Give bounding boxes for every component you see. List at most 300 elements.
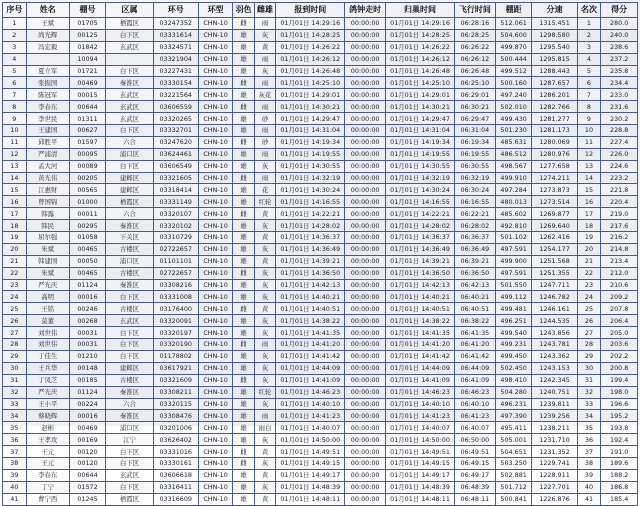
table-cell: 4 — [577, 53, 601, 65]
table-cell: CHN-10 — [198, 220, 232, 232]
table-cell: 1254.177 — [532, 243, 577, 255]
table-cell: 205.0 — [601, 327, 638, 339]
table-cell: 498.410 — [495, 374, 532, 386]
table-cell: 03320265 — [153, 113, 198, 125]
table-row — [3, 220, 638, 232]
table-cell: 240.0 — [601, 29, 638, 41]
table-cell: 5 — [3, 65, 27, 77]
header-cell: 羽色 — [233, 3, 255, 18]
table-row — [3, 422, 638, 434]
table-cell: 41 — [577, 493, 601, 505]
table-cell: 1239.811 — [532, 398, 577, 410]
table-cell: 234.4 — [601, 77, 638, 89]
table-cell: CHN-10 — [198, 125, 232, 137]
table-cell: 灰 — [254, 457, 276, 469]
table-cell: 03320107 — [153, 208, 198, 220]
table-cell: 雄 — [233, 434, 255, 446]
table-cell: CHN-10 — [198, 148, 232, 160]
table-cell: 06:30:24 — [454, 184, 495, 196]
table-cell: 00:00:00 — [345, 457, 386, 469]
table-cell: 雨 — [254, 148, 276, 160]
table-cell: CHN-10 — [198, 255, 232, 267]
table-cell: 00148 — [69, 362, 106, 374]
table-cell: 白下区 — [106, 65, 153, 77]
table-cell: 00:00:00 — [345, 243, 386, 255]
table-cell: 00:00:00 — [345, 136, 386, 148]
table-cell: 02722657 — [153, 267, 198, 279]
table-cell: 15 — [577, 184, 601, 196]
table-cell: 雄 — [233, 315, 255, 327]
name-cell: 丁宁 — [26, 481, 69, 493]
name-cell: 李世民 — [26, 113, 69, 125]
table-cell: 13 — [3, 160, 27, 172]
table-cell: 01月01日 14:49:51 — [276, 446, 345, 458]
table-cell: 06:50:00 — [454, 434, 495, 446]
table-cell: 6 — [3, 77, 27, 89]
table-row — [3, 125, 638, 137]
table-cell: 03330154 — [153, 77, 198, 89]
table-cell: 7 — [3, 89, 27, 101]
table-cell: 01月01日 14:41:35 — [276, 327, 345, 339]
table-cell: 00:00:00 — [345, 339, 386, 351]
table-cell: 233.0 — [601, 89, 638, 101]
table-cell: 06:19:55 — [454, 148, 495, 160]
table-cell: 06:39:21 — [454, 255, 495, 267]
header-cell: 姓名 — [26, 3, 69, 18]
table-cell: 秦淮区 — [106, 279, 153, 291]
table-cell: 32 — [3, 386, 27, 398]
table-cell: 01月01日 14:16:55 — [276, 196, 345, 208]
table-cell: 雌 — [233, 18, 255, 30]
table-cell: CHN-10 — [198, 41, 232, 53]
table-cell: 六合 — [106, 398, 153, 410]
table-cell: 500.444 — [495, 53, 532, 65]
header-cell: 分速 — [532, 3, 577, 18]
table-cell: 31 — [577, 374, 601, 386]
table-cell: 1231.352 — [532, 446, 577, 458]
table-cell: 雄 — [233, 220, 255, 232]
table-cell: 01月01日 14:41:35 — [386, 327, 455, 339]
table-cell: 00:00:00 — [345, 422, 386, 434]
results-body — [3, 18, 638, 506]
table-cell: CHN-10 — [198, 374, 232, 386]
table-cell: CHN-10 — [198, 18, 232, 30]
table-cell: 灰 — [254, 350, 276, 362]
table-cell: 01月01日 14:30:24 — [276, 184, 345, 196]
table-cell: 26 — [577, 315, 601, 327]
table-cell: 9 — [577, 113, 601, 125]
table-cell: 1228.911 — [532, 469, 577, 481]
table-cell: 207.8 — [601, 303, 638, 315]
table-cell: 栖霞区 — [106, 18, 153, 30]
table-cell: 2 — [577, 29, 601, 41]
table-cell: 01月01日 14:26:48 — [276, 65, 345, 77]
header-cell: 归巢时间 — [386, 3, 455, 18]
name-cell: 丁凤芝 — [26, 374, 69, 386]
table-cell: 00246 — [69, 303, 106, 315]
table-cell: 06:32:19 — [454, 172, 495, 184]
table-cell: 13 — [577, 160, 601, 172]
table-cell: 01124 — [69, 279, 106, 291]
table-cell: 灰 — [254, 279, 276, 291]
table-row — [3, 374, 638, 386]
table-cell: 01月01日 14:29:47 — [386, 113, 455, 125]
table-row — [3, 267, 638, 279]
table-cell: 06:36:49 — [454, 243, 495, 255]
table-cell: 223.2 — [601, 172, 638, 184]
table-cell: CHN-10 — [198, 481, 232, 493]
table-cell: 雨 — [254, 339, 276, 351]
table-cell: 06:48:11 — [454, 493, 495, 505]
table-cell: 雄 — [233, 493, 255, 505]
table-cell: 雄 — [233, 410, 255, 422]
name-cell: 朱斌 — [26, 267, 69, 279]
table-cell: 499.430 — [495, 113, 532, 125]
table-cell: 花 — [254, 184, 276, 196]
table-cell: 37 — [577, 446, 601, 458]
header-cell: 区属 — [106, 3, 153, 18]
table-cell: 03617921 — [153, 362, 198, 374]
table-cell: 古楼区 — [106, 243, 153, 255]
table-cell: 01月01日 14:36:49 — [276, 243, 345, 255]
name-cell — [26, 53, 69, 65]
table-cell: 03310729 — [153, 232, 198, 244]
table-cell: 建邺区 — [106, 362, 153, 374]
table-cell: CHN-10 — [198, 446, 232, 458]
table-cell: 22 — [577, 267, 601, 279]
table-cell: CHN-10 — [198, 386, 232, 398]
table-cell: 06:22:21 — [454, 208, 495, 220]
table-cell: 5 — [577, 65, 601, 77]
table-cell: 06:41:20 — [454, 339, 495, 351]
table-cell: 3 — [577, 41, 601, 53]
table-cell: 1246.782 — [532, 291, 577, 303]
name-cell: 王斌 — [26, 18, 69, 30]
table-cell: 00:00:00 — [345, 255, 386, 267]
name-cell: 王建国 — [26, 125, 69, 137]
table-cell: CHN-10 — [198, 434, 232, 446]
table-cell: 01月01日 14:19:34 — [276, 136, 345, 148]
table-cell: 白下区 — [106, 125, 153, 137]
table-cell: 03320115 — [153, 398, 198, 410]
table-cell: 10 — [3, 125, 27, 137]
table-cell: 白下区 — [106, 350, 153, 362]
table-cell: 497.284 — [495, 184, 532, 196]
table-cell: 黄 — [254, 446, 276, 458]
table-cell: 黄 — [254, 303, 276, 315]
table-cell: 496.251 — [495, 315, 532, 327]
table-cell: 06:49:15 — [454, 457, 495, 469]
table-cell: 00120 — [69, 446, 106, 458]
table-cell: 00:00:00 — [345, 29, 386, 41]
table-cell: 06:36:37 — [454, 232, 495, 244]
header-cell: 报到时间 — [276, 3, 345, 18]
table-cell: 06:38:22 — [454, 315, 495, 327]
table-cell: 499.540 — [495, 327, 532, 339]
table-cell: 35 — [577, 422, 601, 434]
table-cell: 499.512 — [495, 65, 532, 77]
table-cell: 06:30:55 — [454, 160, 495, 172]
table-cell: 00:00:00 — [345, 327, 386, 339]
table-cell: 38 — [3, 457, 27, 469]
table-cell: CHN-10 — [198, 410, 232, 422]
table-cell: 237.2 — [601, 53, 638, 65]
table-cell: 1243.362 — [532, 350, 577, 362]
table-cell: 501.230 — [495, 125, 532, 137]
table-cell: 1286.201 — [532, 89, 577, 101]
table-cell: 11 — [3, 136, 27, 148]
header-cell: 棚号 — [69, 3, 106, 18]
table-cell: 秦淮区 — [106, 410, 153, 422]
table-cell: 01月01日 14:40:07 — [386, 422, 455, 434]
table-row — [3, 148, 638, 160]
name-cell: 曾国锦 — [26, 196, 69, 208]
table-cell: 01月01日 14:39:21 — [276, 255, 345, 267]
table-cell: CHN-10 — [198, 172, 232, 184]
table-cell: 00295 — [69, 220, 106, 232]
table-cell: 灰 — [254, 481, 276, 493]
table-cell: 06:40:10 — [454, 398, 495, 410]
name-cell: 朱斌 — [26, 243, 69, 255]
table-cell: 06:28:25 — [454, 29, 495, 41]
table-cell: 00:00:00 — [345, 267, 386, 279]
name-cell: 严浦清 — [26, 148, 69, 160]
table-cell: 00:00:00 — [345, 410, 386, 422]
table-cell: 红轮 — [254, 386, 276, 398]
table-cell: 灰 — [254, 315, 276, 327]
table-cell: 01月01日 14:46:23 — [386, 386, 455, 398]
table-cell: 00:00:00 — [345, 303, 386, 315]
table-cell: 01月01日 14:28:02 — [276, 220, 345, 232]
table-cell: 01月01日 14:46:23 — [276, 386, 345, 398]
table-cell: 24 — [577, 291, 601, 303]
table-cell: 00:00:00 — [345, 101, 386, 113]
table-cell: 220.4 — [601, 196, 638, 208]
table-cell: 灰 — [254, 362, 276, 374]
table-cell: 28 — [3, 339, 27, 351]
table-row — [3, 89, 638, 101]
table-cell: 00205 — [69, 172, 106, 184]
table-cell: 1273.514 — [532, 196, 577, 208]
table-row — [3, 339, 638, 351]
table-cell: CHN-10 — [198, 208, 232, 220]
table-cell: 雄 — [233, 386, 255, 398]
table-cell: 六合 — [106, 136, 153, 148]
table-cell: 512.061 — [495, 18, 532, 30]
table-cell: 03320197 — [153, 327, 198, 339]
table-cell: 39 — [3, 469, 27, 481]
name-cell: 莫董 — [26, 315, 69, 327]
table-cell: 雌 — [233, 101, 255, 113]
table-cell: 231.6 — [601, 101, 638, 113]
table-cell: 00015 — [69, 89, 106, 101]
table-cell: 01178802 — [153, 350, 198, 362]
table-cell: 01月01日 14:22:21 — [386, 208, 455, 220]
table-cell: 497.390 — [495, 410, 532, 422]
table-cell: 雨 — [254, 77, 276, 89]
table-cell: 00:00:00 — [345, 148, 386, 160]
table-cell: 00:00:00 — [345, 469, 386, 481]
table-cell: 28 — [577, 339, 601, 351]
table-cell: CHN-10 — [198, 398, 232, 410]
table-cell: 雌 — [233, 208, 255, 220]
table-cell: 01月01日 14:36:49 — [386, 243, 455, 255]
table-cell: 1243.781 — [532, 339, 577, 351]
table-cell: 12 — [577, 148, 601, 160]
table-cell: 01月01日 14:32:19 — [276, 172, 345, 184]
table-cell: 雄 — [233, 148, 255, 160]
table-cell: 06:28:16 — [454, 18, 495, 30]
table-cell: 214.8 — [601, 243, 638, 255]
table-cell: 217.6 — [601, 220, 638, 232]
table-cell: 01月01日 14:40:07 — [276, 422, 345, 434]
table-cell: 21 — [3, 255, 27, 267]
table-cell: 古楼区 — [106, 374, 153, 386]
table-cell: 1238.211 — [532, 422, 577, 434]
table-cell: 03606618 — [153, 469, 198, 481]
table-cell: CHN-10 — [198, 243, 232, 255]
table-cell: 198.0 — [601, 386, 638, 398]
table-cell: CHN-10 — [198, 279, 232, 291]
table-cell: CHN-10 — [198, 101, 232, 113]
table-cell: 00:00:00 — [345, 160, 386, 172]
table-cell: 00:00:00 — [345, 493, 386, 505]
table-row — [3, 243, 638, 255]
table-row — [3, 350, 638, 362]
table-cell: 栖霞区 — [106, 493, 153, 505]
table-cell: 00016 — [69, 291, 106, 303]
table-row — [3, 279, 638, 291]
table-cell: CHN-10 — [198, 457, 232, 469]
table-cell: 01月01日 14:48:39 — [276, 481, 345, 493]
table-cell: 01月01日 14:49:15 — [386, 457, 455, 469]
table-cell: 雄 — [233, 362, 255, 374]
table-cell: 灰 — [254, 434, 276, 446]
table-cell: 00:00:00 — [345, 18, 386, 30]
table-cell: CHN-10 — [198, 136, 232, 148]
table-cell: 06:36:50 — [454, 267, 495, 279]
table-cell: 03320190 — [153, 339, 198, 351]
table-cell: 01月01日 14:30:21 — [386, 101, 455, 113]
table-cell: 199.4 — [601, 374, 638, 386]
table-cell: 23 — [577, 279, 601, 291]
table-cell: 01月01日 14:26:48 — [386, 65, 455, 77]
header-cell: 环型 — [198, 3, 232, 18]
table-cell: 12 — [3, 148, 27, 160]
table-cell: 黄 — [254, 255, 276, 267]
table-cell: 01月01日 14:41:09 — [276, 374, 345, 386]
table-cell: 黄 — [254, 232, 276, 244]
table-cell: 19 — [577, 232, 601, 244]
table-cell: 雌 — [233, 339, 255, 351]
table-cell: 03321904 — [153, 53, 198, 65]
table-cell: 01月01日 14:31:04 — [386, 125, 455, 137]
table-cell: 红轮 — [254, 196, 276, 208]
table-cell: 01572 — [69, 481, 106, 493]
table-cell: 226.0 — [601, 148, 638, 160]
table-cell: 03324571 — [153, 41, 198, 53]
table-cell: CHN-10 — [198, 315, 232, 327]
table-cell: 雄 — [233, 291, 255, 303]
table-cell: 1262.416 — [532, 232, 577, 244]
table-cell: 03606559 — [153, 101, 198, 113]
table-cell: 雨 — [254, 410, 276, 422]
table-cell: 01月01日 14:32:19 — [386, 172, 455, 184]
table-cell: 玄武区 — [106, 315, 153, 327]
table-cell: 01月01日 14:26:12 — [386, 53, 455, 65]
table-cell: 209.2 — [601, 291, 638, 303]
table-cell: 00050 — [69, 255, 106, 267]
table-row — [3, 208, 638, 220]
table-row — [3, 232, 638, 244]
table-cell: 灰 — [254, 65, 276, 77]
name-cell: 王小平 — [26, 398, 69, 410]
table-cell: 浦口区 — [106, 255, 153, 267]
name-cell: 蔡晓辉 — [26, 410, 69, 422]
name-cell: 黄光伟 — [26, 172, 69, 184]
table-row — [3, 77, 638, 89]
table-cell: 33 — [577, 398, 601, 410]
table-cell: 黄 — [254, 493, 276, 505]
table-cell: 白下区 — [106, 29, 153, 41]
table-row — [3, 291, 638, 303]
table-cell: 1287.657 — [532, 77, 577, 89]
table-cell: 雄 — [233, 196, 255, 208]
table-cell: 1226.876 — [532, 493, 577, 505]
table-cell: 10094 — [69, 53, 106, 65]
table-cell: 00:00:00 — [345, 172, 386, 184]
table-cell: CHN-10 — [198, 350, 232, 362]
table-cell: 01124 — [69, 386, 106, 398]
table-cell: 01月01日 14:41:23 — [386, 410, 455, 422]
name-cell: 韩建国 — [26, 255, 69, 267]
table-cell: 00:00:00 — [345, 362, 386, 374]
table-cell: 06:46:23 — [454, 386, 495, 398]
table-cell: 03176400 — [153, 303, 198, 315]
table-row — [3, 255, 638, 267]
table-cell: 黄 — [254, 41, 276, 53]
table-cell: 03247620 — [153, 136, 198, 148]
table-cell: 499.900 — [495, 255, 532, 267]
table-cell: 01月01日 14:39:21 — [386, 255, 455, 267]
table-cell: 灰 — [254, 160, 276, 172]
table-cell: 1231.710 — [532, 434, 577, 446]
table-cell: 06:44:09 — [454, 362, 495, 374]
table-cell: 34 — [3, 410, 27, 422]
table-cell: 01月01日 14:30:21 — [276, 101, 345, 113]
table-cell: 03321605 — [153, 172, 198, 184]
table-cell: 1288.443 — [532, 65, 577, 77]
header-cell: 飞行时间 — [454, 3, 495, 18]
table-row — [3, 457, 638, 469]
table-cell: 23 — [3, 279, 27, 291]
name-cell: 张振国 — [26, 77, 69, 89]
table-cell: 06:40:51 — [454, 303, 495, 315]
table-cell: CHN-10 — [198, 291, 232, 303]
name-cell: 孟大河 — [26, 160, 69, 172]
table-cell: 06:26:12 — [454, 53, 495, 65]
table-cell: CHN-10 — [198, 77, 232, 89]
table-cell: 雌 — [233, 77, 255, 89]
table-cell: 33 — [3, 398, 27, 410]
name-cell: 韩民 — [26, 220, 69, 232]
table-cell: CHN-10 — [198, 53, 232, 65]
table-row — [3, 184, 638, 196]
table-cell: 秦淮区 — [106, 220, 153, 232]
table-cell: 雄 — [233, 29, 255, 41]
table-cell: 03626402 — [153, 434, 198, 446]
name-cell: 高明 — [26, 291, 69, 303]
